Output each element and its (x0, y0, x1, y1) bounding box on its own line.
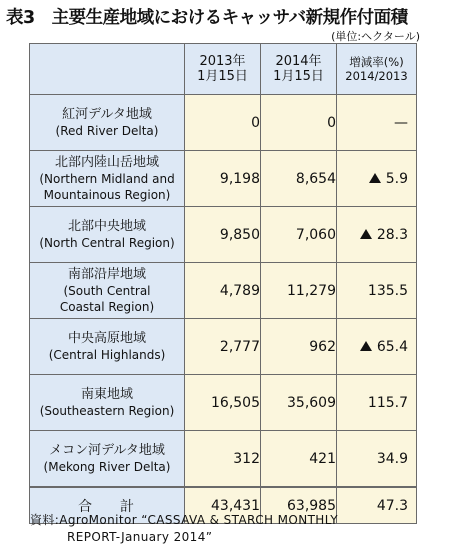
change-rate-value: 65.4 (376, 338, 408, 355)
value-2014: 962 (261, 319, 337, 375)
table-title: 表3 主要生産地域におけるキャッサバ新規作付面積 (6, 8, 408, 28)
value-2014: 0 (261, 95, 337, 151)
change-rate (337, 151, 417, 207)
change-rate-value: 135.5 (367, 282, 408, 299)
table-row (30, 263, 417, 319)
value-2014: 421 (261, 431, 337, 488)
cassava-area-table (29, 43, 417, 524)
header-row (30, 44, 417, 95)
region-name-ja: 中央高原地域 (67, 330, 146, 346)
value-2013: 9,198 (185, 151, 261, 207)
change-rate (337, 207, 417, 263)
region-name-cell (30, 375, 185, 431)
region-name-cell (30, 95, 185, 151)
change-rate (337, 263, 417, 319)
value-2014: 8,654 (261, 151, 337, 207)
table-row (30, 95, 417, 151)
region-name-cell (30, 151, 185, 207)
region-name-ja: 南部沿岸地域 (67, 266, 146, 282)
source-line-2: REPORT-January 2014” (67, 530, 213, 544)
table-row (30, 151, 417, 207)
source-line-1: 資料:AgroMonitor “CASSAVA & STARCH MONTHLY (30, 513, 338, 527)
table-row (30, 319, 417, 375)
header-2014-year: 2014年 (275, 54, 322, 69)
region-name-en: (Southeastern Region) (39, 403, 175, 418)
region-name-en: (North Central Region) (39, 235, 175, 250)
change-rate-value: 115.7 (367, 394, 408, 411)
value-2014: 7,060 (261, 207, 337, 263)
source-note (30, 512, 338, 546)
region-name-ja: 北部内陸山岳地域 (54, 154, 159, 170)
header-2014-date: 1月15日 (273, 69, 324, 84)
total-2014: 63,985 (261, 487, 337, 524)
table-row (30, 431, 417, 488)
header-rate (337, 44, 417, 95)
region-name-ja: メコン河デルタ地域 (49, 442, 165, 458)
region-name-cell (30, 431, 185, 488)
header-2013-year: 2013年 (199, 54, 246, 69)
header-2013 (185, 44, 261, 95)
region-name-en-line2: Coastal Region) (59, 299, 155, 314)
change-rate-value: 34.9 (376, 450, 408, 467)
region-name-cell (30, 207, 185, 263)
value-2013: 4,789 (185, 263, 261, 319)
value-2013: 16,505 (185, 375, 261, 431)
header-rate-label: 増減率(%) (349, 55, 404, 69)
total-2013: 43,431 (185, 487, 261, 524)
change-rate-value: 28.3 (376, 226, 408, 243)
decrease-triangle-icon (360, 229, 372, 239)
header-2014 (261, 44, 337, 95)
unit-label: (単位:ヘクタール) (331, 30, 420, 43)
header-blank-cell (30, 44, 185, 95)
change-rate (337, 95, 417, 151)
value-2014: 35,609 (261, 375, 337, 431)
region-name-cell (30, 263, 185, 319)
region-name-ja: 南東地域 (80, 386, 133, 402)
region-name-en: (Mekong River Delta) (43, 459, 171, 474)
table-row (30, 375, 417, 431)
total-rate: 47.3 (337, 487, 417, 524)
table-row (30, 207, 417, 263)
region-name-en: (Central Highlands) (48, 347, 166, 362)
decrease-triangle-icon (369, 173, 381, 183)
region-name-en: (South Central (63, 283, 151, 298)
value-2013: 9,850 (185, 207, 261, 263)
header-rate-ratio: 2014/2013 (345, 69, 408, 83)
value-2013: 312 (185, 431, 261, 488)
decrease-triangle-icon (360, 341, 372, 351)
total-label-b: 計 (120, 498, 136, 515)
value-2014: 11,279 (261, 263, 337, 319)
change-rate-value: — (394, 114, 408, 131)
region-name-en: (Red River Delta) (55, 123, 159, 138)
region-name-ja: 紅河デルタ地域 (62, 106, 152, 122)
change-rate (337, 375, 417, 431)
region-name-cell (30, 319, 185, 375)
value-2013: 2,777 (185, 319, 261, 375)
value-2013: 0 (185, 95, 261, 151)
change-rate (337, 431, 417, 488)
change-rate (337, 319, 417, 375)
header-2013-date: 1月15日 (197, 69, 248, 84)
region-name-ja: 北部中央地域 (67, 218, 146, 234)
region-name-en-line2: Mountainous Region) (43, 187, 171, 202)
total-label-a: 合 (78, 498, 94, 515)
change-rate-value: 5.9 (385, 170, 408, 187)
region-name-en: (Northern Midland and (39, 171, 175, 186)
